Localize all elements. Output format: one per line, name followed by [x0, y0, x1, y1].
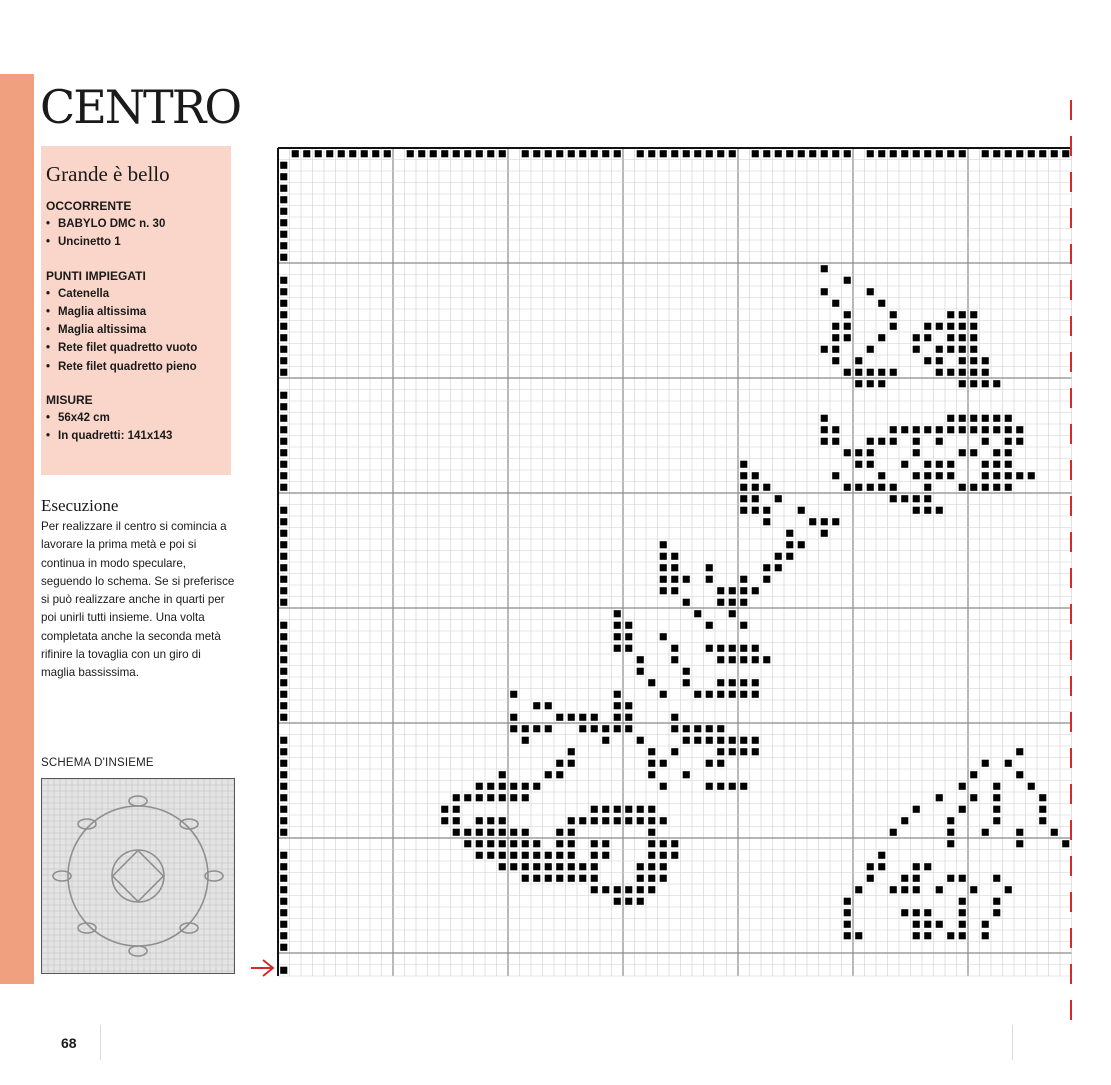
schema-thumbnail-drawing [42, 779, 234, 973]
section-title-misure: MISURE [46, 393, 93, 408]
execution-text: Per realizzare il centro si comincia a lavorare la prima metà e poi si continua in modo speculare, seguendo lo schema. Se si preferisce si può realizzare anche in quarti per poi unirli tutti insieme. Una volta completata anche la seconda metà rifinire la tovaglia con un giro di maglia bassissima. [41, 520, 235, 680]
page-number: 68 [61, 1035, 77, 1051]
list-item: • Maglia altissima [46, 303, 231, 321]
misure-list [46, 409, 231, 446]
page-title: CENTRO [40, 80, 241, 134]
side-color-band [0, 74, 34, 984]
schema-thumbnail [41, 778, 235, 974]
section-title-punti: PUNTI IMPIEGATI [46, 268, 146, 283]
footer-divider-right [1012, 1025, 1013, 1060]
execution-title: Esecuzione [41, 496, 119, 515]
pattern-heading: Grande è bello [46, 162, 170, 186]
red-arrow-icon [250, 956, 276, 980]
list-item: • Catenella [46, 285, 231, 303]
occorrente-list [46, 215, 231, 252]
schema-label: SCHEMA D'INSIEME [41, 757, 154, 769]
list-item: • 56x42 cm [46, 409, 231, 427]
crochet-filet-chart [260, 140, 1075, 985]
list-item: • Rete filet quadretto vuoto [46, 339, 231, 357]
list-item: • Maglia altissima [46, 321, 231, 339]
list-item: • Rete filet quadretto pieno [46, 358, 231, 376]
materials-box [41, 146, 231, 475]
list-item: • BABYLO DMC n. 30 [46, 215, 231, 233]
page-cut-dashed-line [1068, 100, 1074, 1030]
footer-divider-left [100, 1025, 101, 1060]
list-item: • Uncinetto 1 [46, 233, 231, 251]
punti-list [46, 285, 231, 376]
list-item: • In quadretti: 141x143 [46, 427, 231, 445]
section-title-occorrente: OCCORRENTE [46, 199, 132, 213]
